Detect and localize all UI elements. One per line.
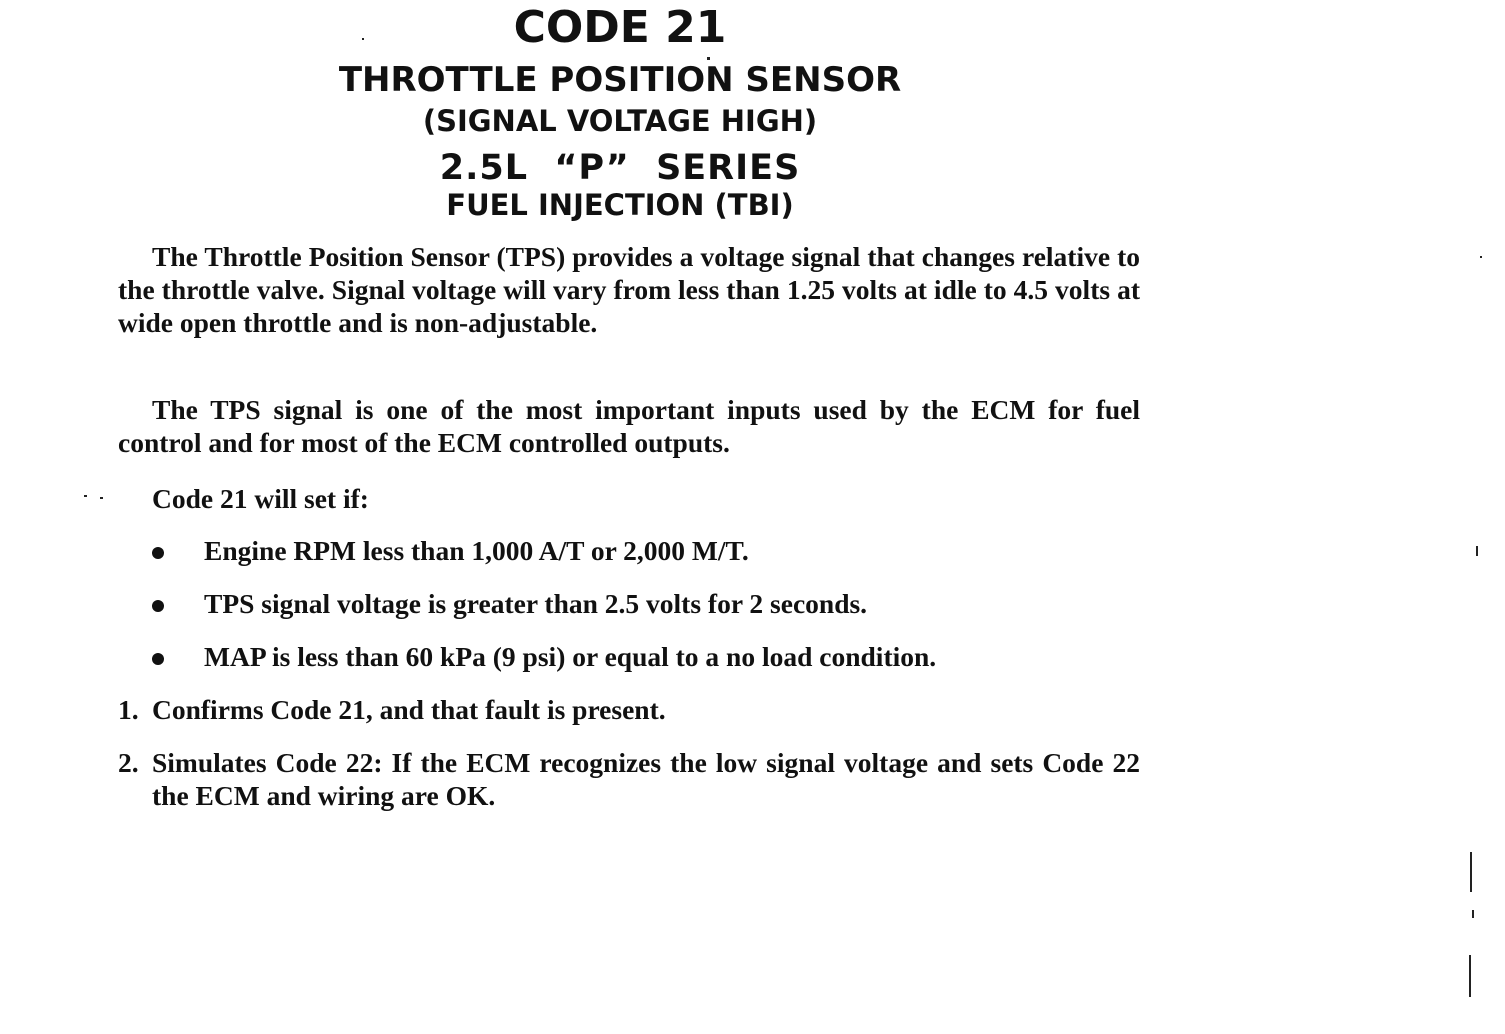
bullet-icon — [152, 653, 164, 665]
scan-speck — [1480, 256, 1482, 258]
scan-speck — [1472, 910, 1474, 918]
engine-series-title: 2.5L “P” SERIES — [439, 148, 801, 188]
scan-edge-line — [1470, 852, 1472, 892]
scan-speck — [707, 57, 710, 60]
step-item — [118, 693, 1140, 726]
step-text: Simulates Code 22: If the ECM recognizes the low signal voltage and sets Code 22 the ECM and wiring are OK. — [152, 747, 1140, 811]
set-conditions-intro: Code 21 will set if: — [152, 483, 369, 514]
tps-description-paragraph: The Throttle Position Sensor (TPS) provides a voltage signal that changes relative to the throttle valve. Signal voltage will vary from less than 1.25 volts at idle to 4.5 volts at wide open throttle and is non-adjustable. — [118, 241, 1140, 338]
sensor-title: THROTTLE POSITION SENSOR — [338, 60, 902, 100]
condition-text: Engine RPM less than 1,000 A/T or 2,000 M/T. — [204, 535, 749, 566]
fuel-system-title: FUEL INJECTION (TBI) — [446, 188, 794, 222]
step-item — [118, 746, 1140, 812]
bullet-icon — [152, 600, 164, 612]
tps-importance-paragraph: The TPS signal is one of the most important inputs used by the ECM for fuel control and for most of the ECM controlled outputs. — [118, 394, 1140, 458]
condition-text: MAP is less than 60 kPa (9 psi) or equal to a no load condition. — [204, 641, 937, 672]
scan-speck — [100, 497, 103, 499]
bullet-icon — [152, 547, 164, 559]
step-number: 2. — [118, 747, 139, 778]
code-title: CODE 21 — [513, 2, 727, 53]
scan-speck — [362, 38, 364, 40]
scan-edge-line — [1469, 955, 1471, 997]
condition-text: TPS signal voltage is greater than 2.5 volts for 2 seconds. — [204, 588, 868, 619]
condition-subtitle: (SIGNAL VOLTAGE HIGH) — [422, 104, 818, 138]
step-text: Confirms Code 21, and that fault is present. — [152, 694, 666, 725]
step-number: 1. — [118, 694, 139, 725]
scan-speck — [1476, 546, 1478, 556]
scan-speck — [84, 495, 87, 497]
